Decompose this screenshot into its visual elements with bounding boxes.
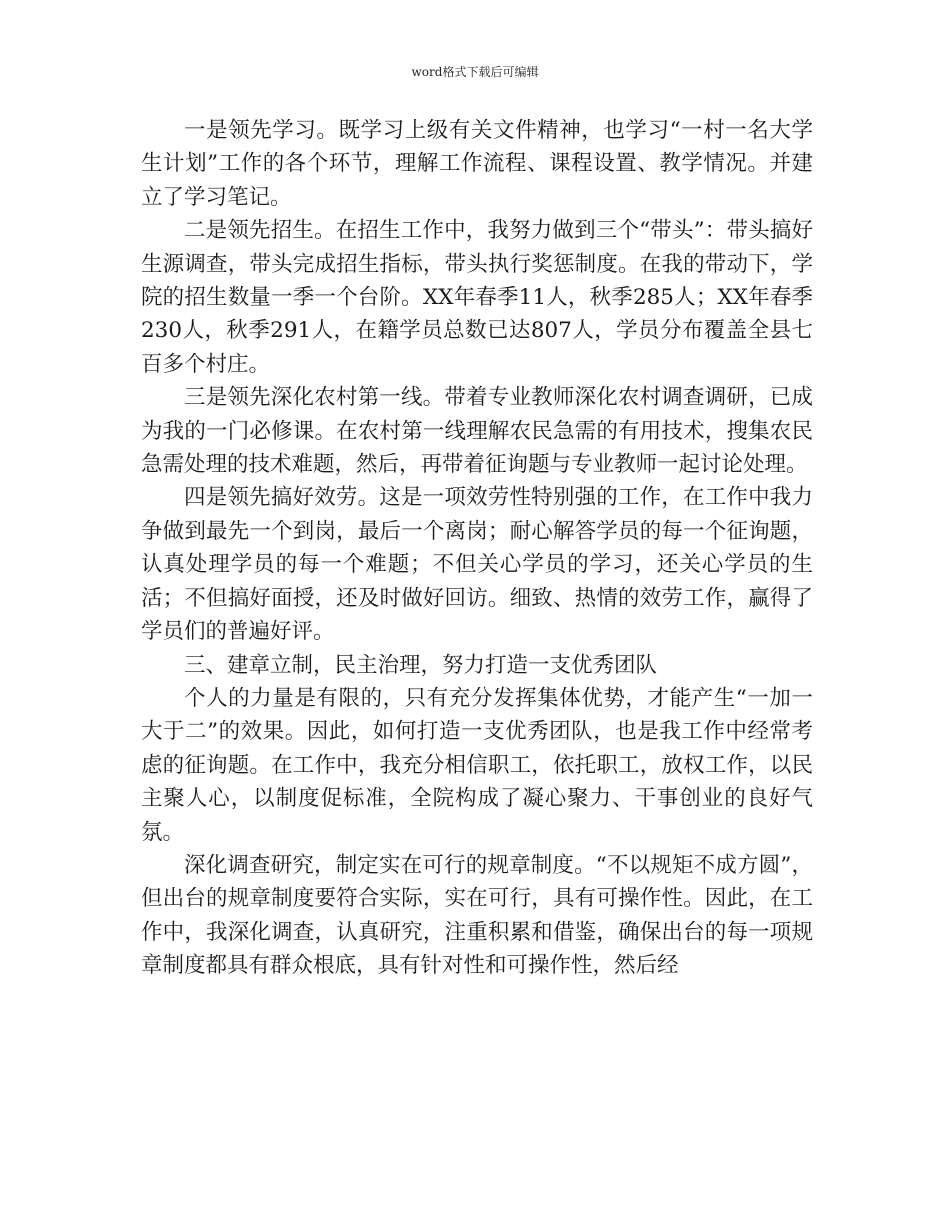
paragraph-6: 深化调查研究，制定实在可行的规章制度。“不以规矩不成方圆”，但出台的规章制度要符合实际，实在可行，具有可操作性。因此，在工作中，我深化调查，认真研究，注重积累和借鉴，确保出台的每一项规章制度都具有群众根底，具有针对性和可操作性，然后经	[141, 852, 813, 979]
paragraph-1: 一是领先学习。既学习上级有关文件精神，也学习“一村一名大学生计划”工作的各个环节，理解工作流程、课程设置、教学情况。并建立了学习笔记。	[141, 118, 813, 210]
paragraph-4: 四是领先搞好效劳。这是一项效劳性特别强的工作，在工作中我力争做到最先一个到岗，最后一个离岗；耐心解答学员的每一个征询题，认真处理学员的每一个难题；不但关心学员的学习，还关心学员的生活；不但搞好面授，还及时做好回访。细致、热情的效劳工作，赢得了学员们的普遍好评。	[141, 485, 813, 645]
page-header: word格式下载后可编辑	[411, 65, 539, 79]
paragraph-3: 三是领先深化农村第一线。带着专业教师深化农村调查调研，已成为我的一门必修课。在农村第一线理解农民急需的有用技术，搜集农民急需处理的技术难题，然后，再带着征询题与专业教师一起讨论处理。	[141, 385, 813, 478]
paragraph-5: 个人的力量是有限的，只有充分发挥集体优势，才能产生“一加一大于二”的效果。因此，如何打造一支优秀团队，也是我工作中经常考虑的征询题。在工作中，我充分相信职工，依托职工，放权工作，以民主聚人心，以制度促标准，全院构成了凝心聚力、干事创业的良好气氛。	[141, 685, 813, 845]
section-heading: 三、建章立制，民主治理，努力打造一支优秀团队	[184, 652, 658, 678]
paragraph-2: 二是领先招生。在招生工作中，我努力做到三个“带头”：带头搞好生源调查，带头完成招生指标，带头执行奖惩制度。在我的带动下，学院的招生数量一季一个台阶。XX年春季11人，秋季285人；XX年春季230人，秋季291人，在籍学员总数已达807人，学员分布覆盖全县七百多个村庄。	[141, 218, 813, 377]
document-body	[141, 114, 813, 983]
